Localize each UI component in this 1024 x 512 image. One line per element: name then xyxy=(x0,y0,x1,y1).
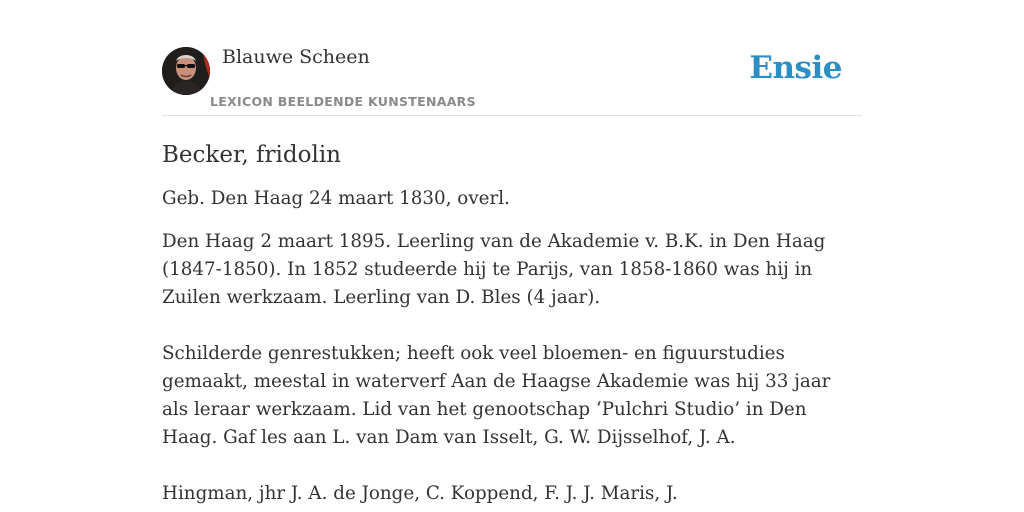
collection-link[interactable]: LEXICON BEELDENDE KUNSTENAARS xyxy=(210,94,476,109)
header xyxy=(162,0,862,116)
article-paragraph-2: Schilderde genrestukken; heeft ook veel bloemen- en figuurstudies gemaakt, meestal in waterverf Aan de Haagse Akademie was hij 33 jaar als leraar werkzaam. Lid van het genootschap ‘Pulchri Studio’ in Den Haag. Gaf les aan L. van Dam van Isselt, G. W. Dijsselhof, J. A. xyxy=(162,343,831,448)
article-paragraph-3: Hingman, jhr J. A. de Jonge, C. Koppend, F. J. J. Maris, J. xyxy=(162,483,678,504)
article-paragraph-1: Den Haag 2 maart 1895. Leerling van de Akademie v. B.K. in Den Haag (1847-1850). In 1852 studeerde hij te Parijs, van 1858-1860 was hij in Zuilen werkzaam. Leerling van D. Bles (4 jaar). xyxy=(162,231,826,308)
article-intro: Geb. Den Haag 24 maart 1830, overl. xyxy=(162,188,510,209)
paragraph-gap xyxy=(162,312,862,340)
brand-logo[interactable]: Ensie xyxy=(749,50,842,86)
author-name[interactable]: Blauwe Scheen xyxy=(222,46,370,68)
paragraph-gap xyxy=(162,452,862,480)
author-avatar[interactable] xyxy=(162,47,210,95)
article-title: Becker, fridolin xyxy=(162,142,341,168)
user-avatar-photo-icon xyxy=(162,47,210,95)
article xyxy=(162,139,862,508)
